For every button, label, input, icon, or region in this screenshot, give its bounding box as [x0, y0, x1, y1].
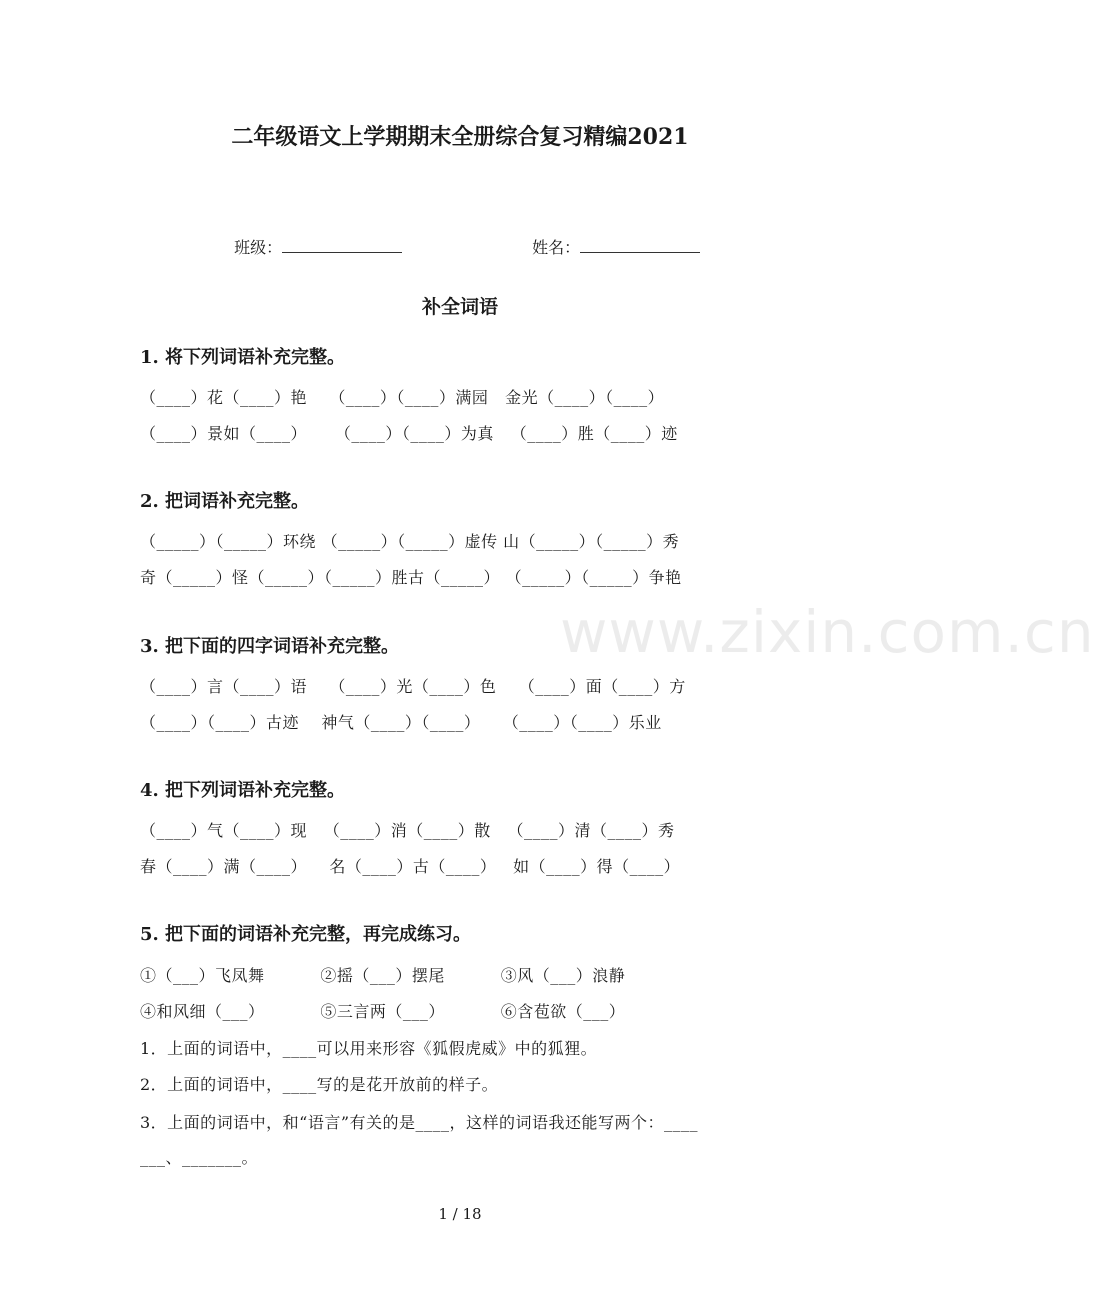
question-4-heading: 4. 把下列词语补充完整。	[140, 780, 346, 801]
question-1-line-1: （____）花（____）艳 （____）（____）满园 金光（____）（____）	[140, 388, 665, 407]
class-field	[224, 216, 402, 258]
question-5-subquestion-2: 2．上面的词语中，____写的是花开放前的样子。	[140, 1075, 499, 1094]
section-title: 补全词语	[421, 296, 498, 318]
question-2-heading: 2. 把词语补充完整。	[140, 491, 310, 512]
question-2-line-1: （_____）（_____）环绕 （_____）（_____）虚传 山（_____）（_____）秀	[140, 532, 680, 551]
question-5-subquestion-1: 1．上面的词语中，____可以用来形容《狐假虎威》中的狐狸。	[140, 1039, 598, 1058]
question-4-line-1: （____）气（____）现 （____）消（____）散 （____）清（____）秀	[140, 821, 675, 840]
document-title: 二年级语文上学期期末全册综合复习精编2021	[231, 124, 689, 150]
question-3-heading: 3. 把下面的四字词语补充完整。	[140, 636, 400, 657]
page-number: 1 / 18	[438, 1205, 482, 1223]
watermark: www.zixin.com.cn	[560, 598, 1095, 666]
name-label: 姓名：	[532, 238, 581, 257]
question-4-line-2: 春（____）满（____） 名（____）古（____） 如（____）得（____）	[140, 857, 681, 876]
question-5-subquestion-3: 3．上面的词语中，和“语言”有关的是____，这样的词语我还能写两个：____	[140, 1113, 699, 1132]
name-blank	[580, 236, 700, 253]
question-5-heading: 5. 把下面的词语补充完整，再完成练习。	[140, 924, 472, 945]
question-1-line-2: （____）景如（____） （____）（____）为真 （____）胜（____）迹	[140, 424, 678, 443]
name-field	[522, 216, 700, 258]
question-5-line-1: ①（___）飞凤舞 ②摇（___）摆尾 ③风（___）浪静	[140, 966, 626, 985]
class-blank	[282, 236, 402, 253]
question-5-subquestion-3-cont: ___、_______。	[140, 1148, 259, 1167]
class-label: 班级：	[234, 238, 283, 257]
question-3-line-1: （____）言（____）语 （____）光（____）色 （____）面（____）方	[140, 677, 686, 696]
question-5-line-2: ④和风细（___） ⑤三言两（___） ⑥含苞欲（___）	[140, 1002, 626, 1021]
question-1-heading: 1. 将下列词语补充完整。	[140, 347, 346, 368]
question-2-line-2: 奇（_____）怪（_____）（_____）胜古（_____） （_____）（_____）争艳	[140, 568, 682, 587]
question-3-line-2: （____）（____）古迹 神气（____）（____） （____）（____）乐业	[140, 713, 662, 732]
